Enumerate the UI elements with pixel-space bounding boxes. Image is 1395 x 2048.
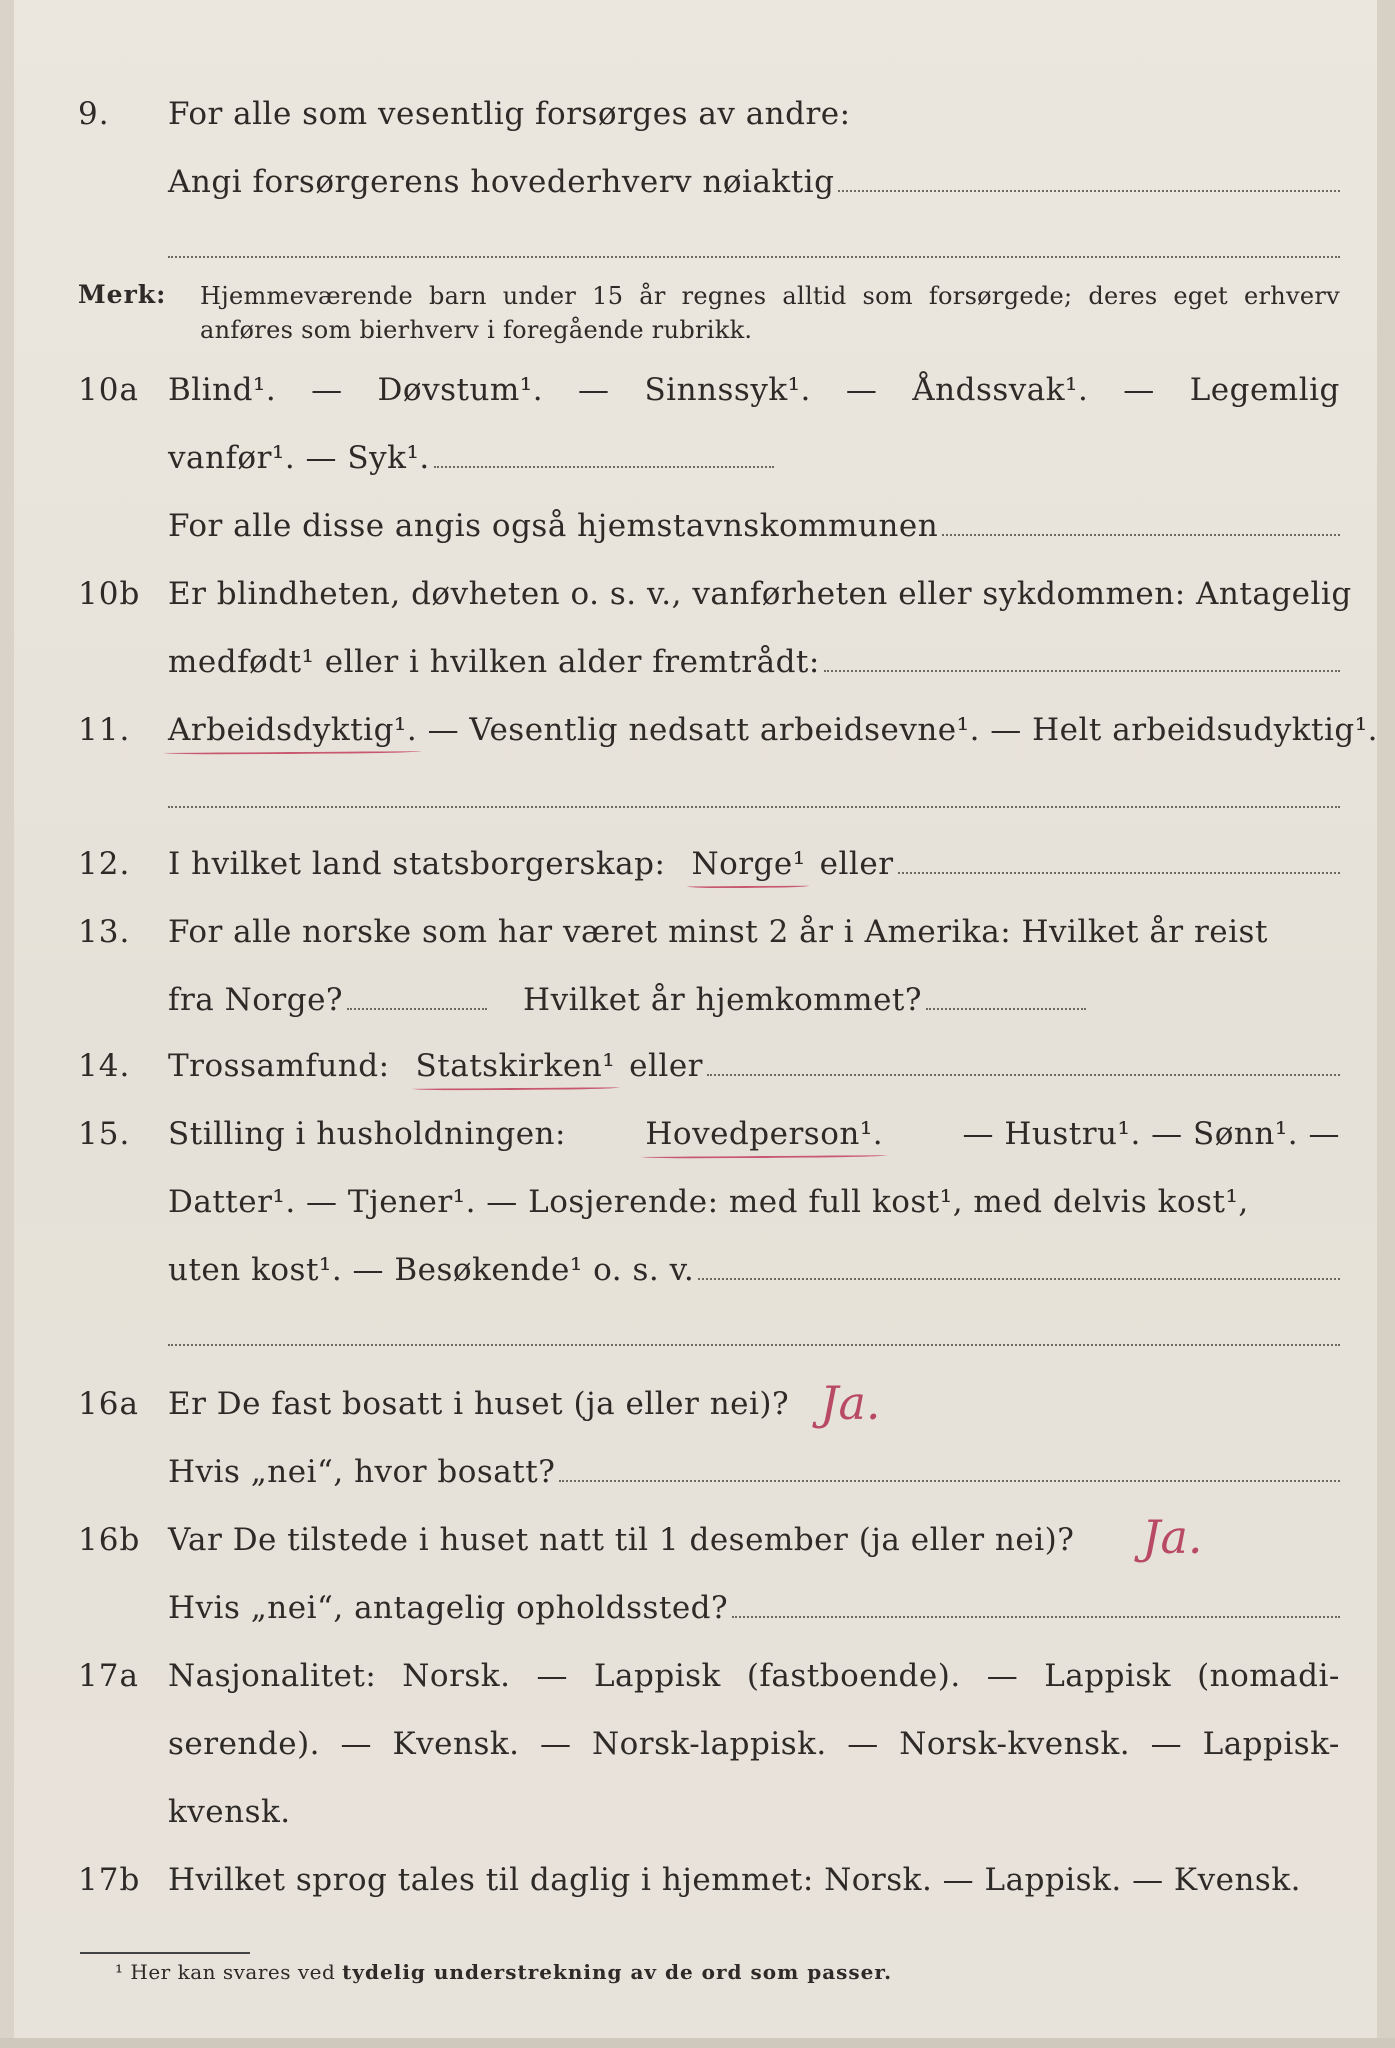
- merk-word: eget: [1173, 282, 1229, 310]
- merk-word: Hjemmeværende: [200, 282, 414, 310]
- q17a-dash: —: [540, 1726, 572, 1762]
- q9-answer-field[interactable]: [838, 190, 1340, 192]
- q17a-word[interactable]: (fastboende).: [746, 1658, 961, 1694]
- q12-post: eller: [819, 846, 894, 882]
- q16a-handwritten-answer: Ja.: [820, 1376, 881, 1430]
- q12-number: 12.: [78, 846, 131, 882]
- q17b-number: 17b: [78, 1862, 141, 1898]
- q10a-hjemstavn-field[interactable]: [942, 534, 1340, 536]
- q16b-line1: Var De tilstede i huset natt til 1 desember (ja eller nei)?: [168, 1522, 1075, 1558]
- q16b-line2: [168, 1590, 1340, 1626]
- q17a-line2: [168, 1726, 1340, 1762]
- q13-number: 13.: [78, 914, 131, 950]
- q10a-line3-text: For alle disse angis også hjemstavnskommunen: [168, 508, 939, 544]
- q15-line1: [168, 1116, 1340, 1152]
- merk-word: år: [639, 282, 666, 310]
- q15-line2: Datter¹. — Tjener¹. — Losjerende: med full kost¹, med delvis kost¹,: [168, 1184, 1249, 1220]
- q10a-option-blind[interactable]: Blind¹.: [168, 372, 277, 408]
- q12-pre: I hvilket land statsborgerskap:: [168, 846, 666, 882]
- footnote-text-bold: tydelig understrekning av de ord som passer.: [342, 1960, 893, 1984]
- q16a-bosatt-field[interactable]: [559, 1480, 1340, 1482]
- q10a-line2-text: vanfør¹. — Syk¹.: [168, 440, 430, 476]
- q15-option-hovedperson-underlined[interactable]: Hovedperson¹.: [645, 1116, 884, 1152]
- q10a-syk-field[interactable]: [434, 466, 774, 468]
- q10a-line3: [168, 508, 1340, 544]
- q17a-number: 17a: [78, 1658, 139, 1694]
- q16b-line2-text: Hvis „nei“, antagelig opholdssted?: [168, 1590, 729, 1626]
- merk-line2: anføres som bierhverv i foregående rubrikk.: [200, 316, 753, 344]
- q10a-dash: —: [1123, 372, 1155, 408]
- q17a-word[interactable]: serende).: [168, 1726, 321, 1762]
- q15-other-field[interactable]: [698, 1278, 1340, 1280]
- q9-answer-field-2[interactable]: [168, 256, 1340, 258]
- q9-line1: For alle som vesentlig forsørges av andre:: [168, 96, 851, 132]
- q17a-dash: —: [340, 1726, 373, 1762]
- page-edge-bottom: [0, 2038, 1395, 2048]
- q9-line2-text: Angi forsørgerens hovederhverv nøiaktig: [168, 164, 835, 200]
- merk-word: under: [502, 282, 577, 310]
- page-edge-right: [1377, 0, 1395, 2048]
- q16a-number: 16a: [78, 1386, 139, 1422]
- footnote: [115, 1960, 892, 1984]
- q10a-option-sinnssyk[interactable]: Sinnssyk¹.: [644, 372, 811, 408]
- q16b-handwritten-answer: Ja.: [1142, 1510, 1203, 1564]
- q17a-dash: —: [536, 1658, 568, 1694]
- q16b-number: 16b: [78, 1522, 141, 1558]
- footnote-mark: ¹: [115, 1960, 124, 1984]
- q17a-option-norsk-lappisk[interactable]: Norsk-lappisk.: [592, 1726, 827, 1762]
- merk-word: 15: [592, 282, 624, 310]
- q10a-dash: —: [578, 372, 610, 408]
- q10a-option-andssvak[interactable]: Åndssvak¹.: [912, 372, 1089, 408]
- q15-answer-field-2[interactable]: [168, 1344, 1340, 1346]
- q9-line2: [168, 164, 1340, 200]
- q10a-dash: —: [311, 372, 343, 408]
- merk-label: Merk:: [78, 280, 167, 309]
- q16a-line1: Er De fast bosatt i huset (ja eller nei)?: [168, 1386, 790, 1422]
- merk-word: som: [862, 282, 913, 310]
- merk-word: barn: [428, 282, 487, 310]
- q16b-opholdssted-field[interactable]: [732, 1616, 1340, 1618]
- q15-rest1: — Hustru¹. — Sønn¹. —: [962, 1116, 1340, 1152]
- q10a-option-dovstum[interactable]: Døvstum¹.: [377, 372, 544, 408]
- q14-pre: Trossamfund:: [168, 1048, 390, 1084]
- page-edge-left: [0, 0, 14, 2048]
- q15-number: 15.: [78, 1116, 131, 1152]
- q11-number: 11.: [78, 712, 131, 748]
- q17a-option-norsk[interactable]: Norsk.: [402, 1658, 511, 1694]
- merk-word: deres: [1088, 282, 1158, 310]
- q10b-line2: [168, 644, 1340, 680]
- q17a-word[interactable]: Lappisk: [593, 1658, 721, 1694]
- q13-line1: For alle norske som har været minst 2 år i Amerika: Hvilket år reist: [168, 914, 1268, 950]
- q16a-line2-text: Hvis „nei“, hvor bosatt?: [168, 1454, 556, 1490]
- q13-reist-field[interactable]: [347, 1008, 487, 1010]
- q12-line1: [168, 846, 1340, 882]
- merk-word: regnes: [681, 282, 767, 310]
- q15-pre: Stilling i husholdningen:: [168, 1116, 566, 1152]
- q17a-option-norsk-kvensk[interactable]: Norsk-kvensk.: [899, 1726, 1131, 1762]
- q14-option-statskirken-underlined[interactable]: Statskirken¹: [415, 1048, 616, 1084]
- q10b-number: 10b: [78, 576, 141, 612]
- q10a-line2: [168, 440, 1340, 476]
- q14-other-field[interactable]: [707, 1074, 1340, 1076]
- merk-word: alltid: [782, 282, 847, 310]
- q17a-dash: —: [1150, 1726, 1183, 1762]
- merk-word: forsørgede;: [928, 282, 1073, 310]
- q17a-word[interactable]: (nomadi-: [1197, 1658, 1340, 1694]
- q15-line3-text: uten kost¹. — Besøkende¹ o. s. v.: [168, 1252, 695, 1288]
- q16a-line2: [168, 1454, 1340, 1490]
- q17a-word[interactable]: Lappisk: [1044, 1658, 1172, 1694]
- q17a-line1: [168, 1658, 1340, 1694]
- q12-option-norge-underlined[interactable]: Norge¹: [691, 846, 806, 882]
- q14-post: eller: [629, 1048, 703, 1084]
- q14-number: 14.: [78, 1048, 131, 1084]
- q17a-line3[interactable]: kvensk.: [168, 1794, 291, 1830]
- q17a-dash: —: [847, 1726, 879, 1762]
- q10b-alder-field[interactable]: [824, 670, 1340, 672]
- q13-part2: Hvilket år hjemkommet?: [523, 982, 923, 1018]
- q9-number: 9.: [78, 96, 110, 132]
- q11-option-arbeidsdyktig-underlined[interactable]: Arbeidsdyktig¹.: [168, 712, 418, 748]
- q17a-option-kvensk[interactable]: Kvensk.: [392, 1726, 520, 1762]
- q13-hjemkommet-field[interactable]: [926, 1008, 1086, 1010]
- q17a-option-lappisk-kvensk[interactable]: Lappisk-: [1202, 1726, 1340, 1762]
- q13-line2: [168, 982, 1340, 1018]
- q10a-option-legemlig[interactable]: Legemlig: [1189, 372, 1340, 408]
- q15-line3: [168, 1252, 1340, 1288]
- q17a-word: Nasjonalitet:: [168, 1658, 377, 1694]
- q10a-dash: —: [845, 372, 878, 408]
- merk-line1: [200, 282, 1340, 310]
- q10b-line1: Er blindheten, døvheten o. s. v., vanførheten eller sykdommen: Antagelig: [168, 576, 1352, 612]
- q17a-dash: —: [986, 1658, 1019, 1694]
- merk-word: erhverv: [1243, 282, 1340, 310]
- q13-part1: fra Norge?: [168, 982, 344, 1018]
- q10a-number: 10a: [78, 372, 139, 408]
- q17b-line1: Hvilket sprog tales til daglig i hjemmet: Norsk. — Lappisk. — Kvensk.: [168, 1862, 1301, 1898]
- q10a-line1: [168, 372, 1340, 408]
- footnote-divider: [80, 1952, 250, 1954]
- q11-rest: — Vesentlig nedsatt arbeidsevne¹. — Helt arbeidsudyktig¹.: [427, 712, 1379, 748]
- q10b-line2-text: medfødt¹ eller i hvilken alder fremtrådt:: [168, 644, 820, 680]
- q11-answer-field[interactable]: [168, 806, 1340, 808]
- footnote-text: Her kan svares ved: [130, 1960, 336, 1984]
- q11-line1: [168, 712, 1379, 748]
- q12-other-field[interactable]: [898, 872, 1340, 874]
- q14-line1: [168, 1048, 1340, 1084]
